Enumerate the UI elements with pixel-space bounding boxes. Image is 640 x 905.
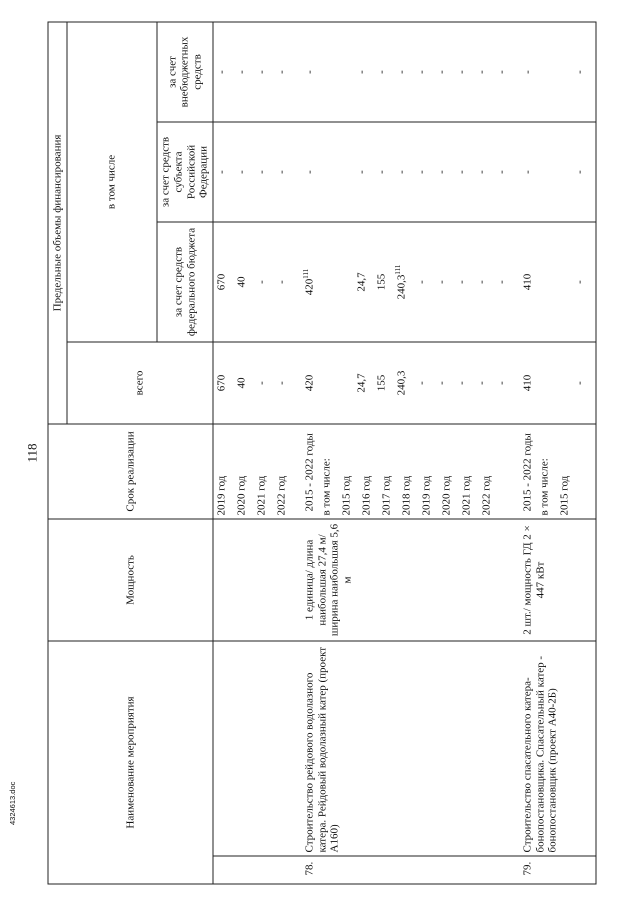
list-cell: 2019 год [215, 475, 227, 515]
list-cell: - [455, 380, 467, 385]
list-cell: 2022 год [275, 475, 287, 515]
list-cell: 670 [215, 273, 227, 290]
list-cell: - [395, 69, 407, 74]
header-capacity: Мощность [48, 519, 213, 641]
cont-total [213, 342, 298, 424]
list-cell: 24,7 [355, 372, 367, 393]
item-79-name: Строительство спасательного катера-бонопостановщика. Спасательный катер - бонопостановщик (проект А40-2Б) [517, 641, 596, 856]
item-79-extra: - - [517, 21, 596, 121]
header-total: всего [67, 342, 213, 424]
item-78-period-federal: $420^{111}$ [301, 268, 315, 295]
item-78-federal [297, 222, 517, 342]
list-cell: - [495, 69, 507, 74]
list-cell: 240,3$^{111}$ [393, 264, 407, 299]
list-cell: - [275, 169, 287, 174]
list-cell: - [435, 279, 447, 284]
list-cell: - [495, 279, 507, 284]
list-cell: - [275, 380, 287, 385]
list-cell: - [475, 380, 487, 385]
list-cell: - [375, 169, 387, 174]
list-cell: - [495, 169, 507, 174]
list-cell: - [475, 169, 487, 174]
item-78-including: в том числе: [319, 457, 332, 515]
funding-table [47, 21, 596, 884]
list-cell: 2015 год [557, 475, 570, 515]
list-cell: - [215, 169, 227, 174]
list-cell: - [255, 279, 267, 284]
item-78-period-total: 420 [303, 374, 315, 391]
list-cell: - [255, 380, 267, 385]
list-cell: 2022 год [479, 475, 492, 515]
header-term: Срок реализации [48, 424, 213, 519]
list-cell: - [255, 69, 267, 74]
list-cell: 2019 год [419, 475, 432, 515]
list-cell: 155 [375, 273, 387, 290]
item-79-regional: - - [517, 122, 596, 222]
page-number: 118 [24, 442, 39, 463]
cont-federal [213, 222, 298, 342]
list-cell: 2015 год [339, 475, 352, 515]
table-row-79 [517, 21, 596, 883]
list-cell: - [415, 69, 427, 74]
item-79-total [517, 342, 596, 424]
item-79-number: 79. [517, 856, 596, 884]
list-cell: - [395, 169, 407, 174]
item-79-period-total: 410 [521, 374, 533, 391]
list-cell: - [573, 169, 585, 174]
list-cell: 2016 год [359, 475, 372, 515]
header-regional: за счет средств субъекта Российской Федерации [157, 122, 213, 222]
header-including: в том числе [67, 21, 157, 341]
item-78-total [297, 342, 517, 424]
item-78-period: 2015 - 2022 годы [303, 432, 315, 511]
list-cell: - [475, 69, 487, 74]
list-cell: - [495, 380, 507, 385]
header-federal: за счет средств федерального бюджета [157, 222, 213, 342]
list-cell: - [415, 380, 427, 385]
list-cell: 24,7 [355, 271, 367, 292]
header-funding: Предельные объемы финансирования [48, 21, 67, 423]
list-cell: 40 [235, 377, 247, 388]
item-78-capacity: 1 единица/ длина наибольшая 27,4 м/ ширина наибольшая 5,6 м [297, 519, 517, 641]
list-cell: - [275, 279, 287, 284]
list-cell: - [435, 169, 447, 174]
list-cell: 240,3 [395, 370, 407, 395]
list-cell: - [415, 279, 427, 284]
list-cell: - [435, 69, 447, 74]
list-cell: 2021 год [255, 475, 267, 515]
item-78-term [297, 424, 517, 519]
list-cell: - [415, 169, 427, 174]
list-cell: - [573, 380, 585, 385]
list-cell: 2017 год [379, 475, 392, 515]
list-cell: - [235, 169, 247, 174]
list-cell: - [573, 69, 585, 74]
header-name: Наименование мероприятия [48, 641, 213, 884]
cont-years [213, 424, 298, 519]
list-cell: - [235, 69, 247, 74]
list-cell: 155 [375, 374, 387, 391]
list-cell: - [475, 279, 487, 284]
list-cell: 40 [235, 276, 247, 287]
list-cell: - [455, 169, 467, 174]
table-row-continuation [213, 21, 298, 883]
cont-regional [213, 122, 298, 222]
item-79-federal [517, 222, 596, 342]
item-79-term [517, 424, 596, 519]
item-79-period: 2015 - 2022 годы [521, 432, 533, 511]
cont-extra [213, 21, 298, 121]
item-79-years [558, 427, 578, 515]
list-cell: 670 [215, 374, 227, 391]
list-cell: - [435, 380, 447, 385]
list-cell: 2018 год [399, 475, 412, 515]
header-extra: за счет внебюджетных средств [157, 21, 213, 121]
list-cell: - [573, 279, 585, 284]
item-78-regional: - - - - - - - - - [297, 122, 517, 222]
list-cell: - [355, 169, 367, 174]
list-cell: - [455, 69, 467, 74]
item-79-period-federal: 410 [521, 273, 533, 290]
item-79-including: в том числе: [537, 457, 550, 515]
item-79-capacity: 2 шт./ мощность ГД 2 × 447 кВт [517, 519, 596, 641]
list-cell: - [355, 69, 367, 74]
list-cell: 2021 год [459, 475, 472, 515]
list-cell: - [455, 279, 467, 284]
list-cell: 2020 год [235, 475, 247, 515]
item-78-name: Строительство рейдового водолазного катера. Рейдовый водолазный катер (проект А160) [297, 641, 517, 856]
table-row-78 [297, 21, 517, 883]
rotated-content [20, 15, 620, 890]
document-code: 4324613.doc [8, 781, 17, 825]
list-cell: 2020 год [439, 475, 452, 515]
list-cell: - [375, 69, 387, 74]
item-78-extra: - - - - - - - - - [297, 21, 517, 121]
list-cell: - [275, 69, 287, 74]
item-78-number: 78. [297, 856, 517, 884]
list-cell: - [255, 169, 267, 174]
item-78-years [340, 427, 500, 515]
list-cell: - [215, 69, 227, 74]
